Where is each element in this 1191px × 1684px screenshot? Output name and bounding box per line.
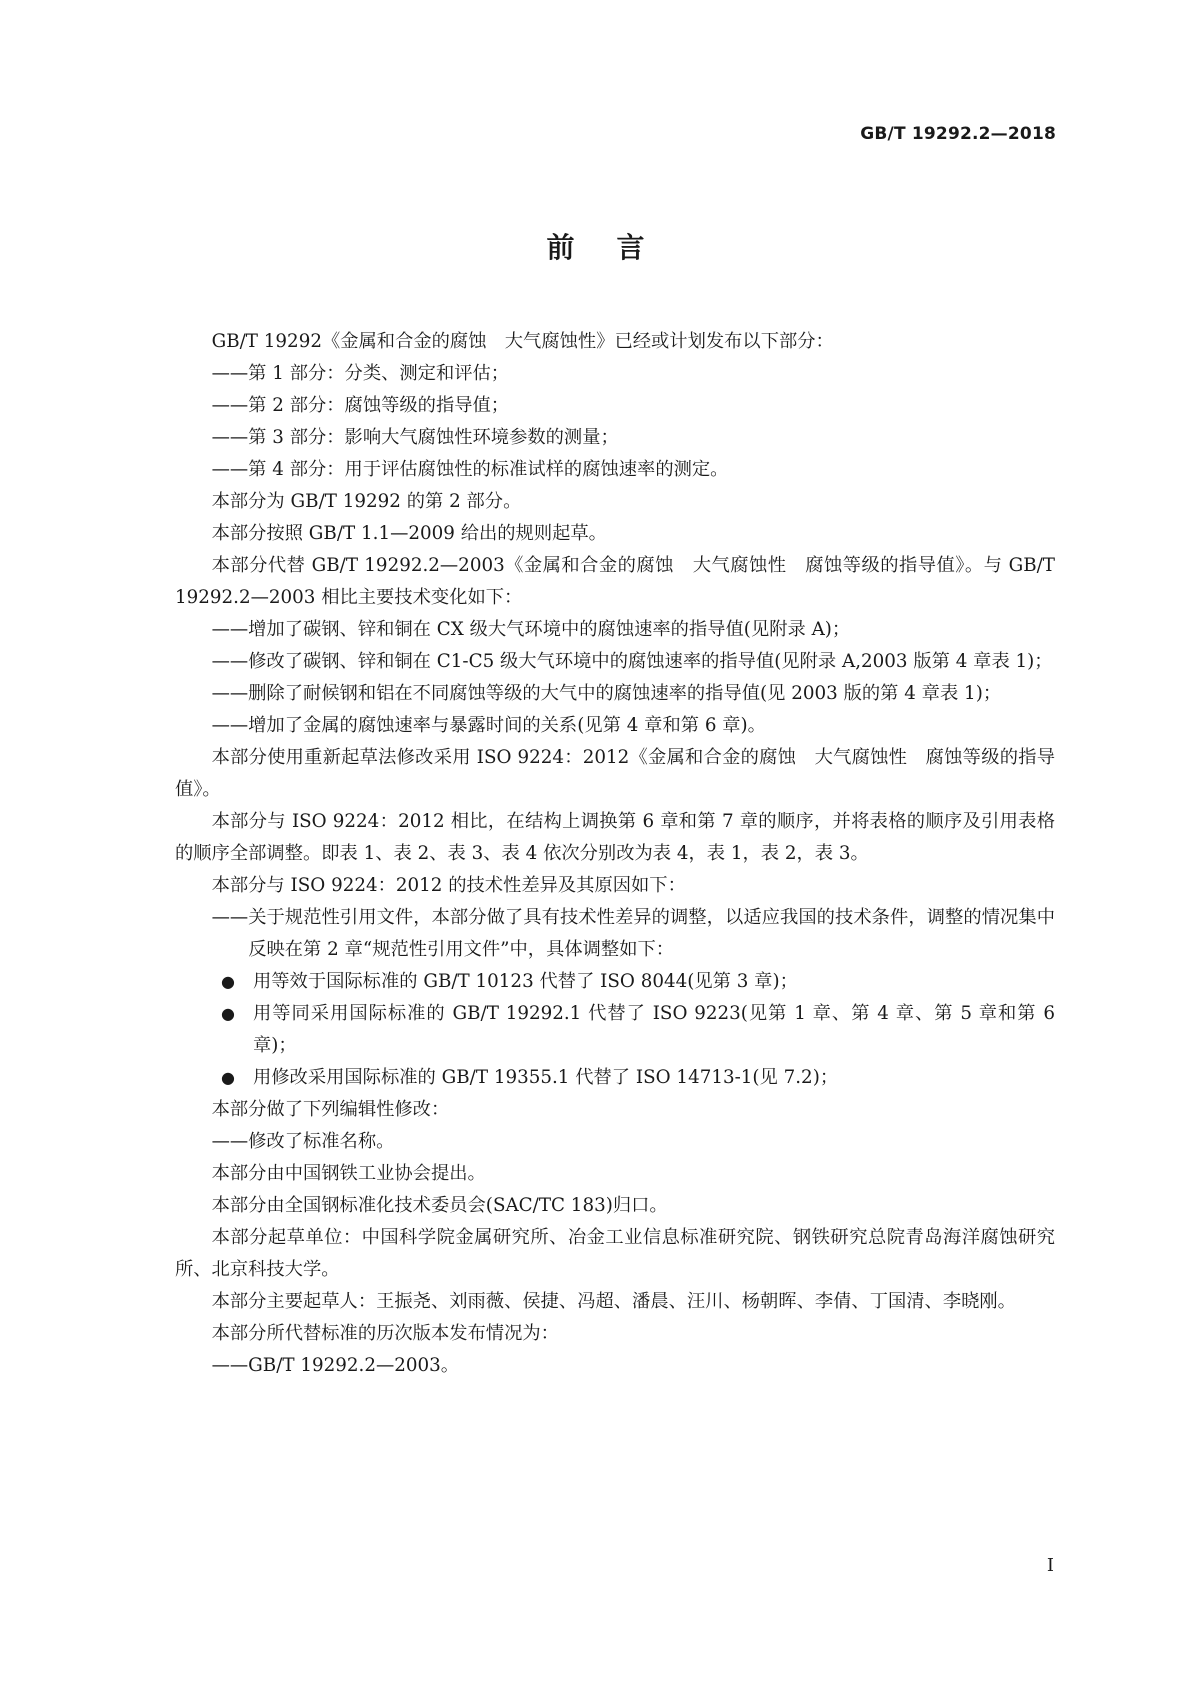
change-item-1: ——增加了碳钢、锌和铜在 CX 级大气环境中的腐蚀速率的指导值(见附录 A)； bbox=[211, 619, 851, 640]
page-number: I bbox=[1046, 1555, 1054, 1576]
bullet-text: 用等同采用国际标准的 GB/T 19292.1 代替了 ISO 9223(见第 1 章、第 4 章、第 5 章和第 6 章)； bbox=[253, 1003, 1055, 1056]
bullet-text: 用等效于国际标准的 GB/T 10123 代替了 ISO 8044(见第 3 章)； bbox=[253, 971, 798, 992]
part-list-item-4: ——第 4 部分：用于评估腐蚀性的标准试样的腐蚀速率的测定。 bbox=[211, 459, 729, 480]
previous-edition-item: ——GB/T 19292.2—2003。 bbox=[211, 1355, 460, 1376]
bullet-icon: ● bbox=[221, 972, 235, 991]
editorial-change-item: ——修改了标准名称。 bbox=[211, 1131, 395, 1152]
part-list-item-2: ——第 2 部分：腐蚀等级的指导值； bbox=[211, 395, 510, 416]
bullet-item-3 bbox=[175, 1062, 1055, 1094]
drafters: 本部分主要起草人：王振尧、刘雨薇、侯捷、冯超、潘晨、汪川、杨朝晖、李倩、丁国清、李晓刚。 bbox=[211, 1291, 1016, 1312]
replacement-statement: 本部分代替 GB/T 19292.2—2003《金属和合金的腐蚀 大气腐蚀性 腐蚀等级的指导值》。与 GB/T 19292.2—2003 相比主要技术变化如下： bbox=[175, 555, 1055, 608]
change-item-4: ——增加了金属的腐蚀速率与暴露时间的关系(见第 4 章和第 6 章)。 bbox=[211, 715, 766, 736]
structure-difference: 本部分与 ISO 9224：2012 相比，在结构上调换第 6 章和第 7 章的顺序，并将表格的顺序及引用表格的顺序全部调整。即表 1、表 2、表 3、表 4 依次分别改为表 4，表 1，表 2，表 3。 bbox=[175, 811, 1055, 864]
drafting-units: 本部分起草单位：中国科学院金属研究所、冶金工业信息标准研究院、钢铁研究总院青岛海洋腐蚀研究所、北京科技大学。 bbox=[175, 1227, 1055, 1280]
drafting-rules: 本部分按照 GB/T 1.1—2009 给出的规则起草。 bbox=[211, 523, 607, 544]
bullet-text: 用修改采用国际标准的 GB/T 19355.1 代替了 ISO 14713-1(见 7.2)； bbox=[253, 1067, 839, 1088]
technical-difference-intro: 本部分与 ISO 9224：2012 的技术性差异及其原因如下： bbox=[211, 875, 686, 896]
foreword-body bbox=[175, 326, 1055, 1382]
change-item-2: ——修改了碳钢、锌和铜在 C1-C5 级大气环境中的腐蚀速率的指导值(见附录 A,2003 版第 4 章表 1)； bbox=[211, 651, 1053, 672]
adoption-statement: 本部分使用重新起草法修改采用 ISO 9224：2012《金属和合金的腐蚀 大气腐蚀性 腐蚀等级的指导值》。 bbox=[175, 747, 1055, 800]
editorial-changes-intro: 本部分做了下列编辑性修改： bbox=[211, 1099, 450, 1120]
part-statement: 本部分为 GB/T 19292 的第 2 部分。 bbox=[211, 491, 522, 512]
bullet-icon: ● bbox=[221, 1004, 235, 1023]
intro-paragraph: GB/T 19292《金属和合金的腐蚀 大气腐蚀性》已经或计划发布以下部分： bbox=[211, 331, 834, 352]
bullet-item-1 bbox=[175, 966, 1055, 998]
bullet-item-2 bbox=[175, 998, 1055, 1062]
standard-code: GB/T 19292.2—2018 bbox=[860, 124, 1056, 144]
bullet-icon: ● bbox=[221, 1068, 235, 1087]
committee-statement: 本部分由全国钢标准化技术委员会(SAC/TC 183)归口。 bbox=[211, 1195, 668, 1216]
page-title: 前言 bbox=[546, 231, 687, 264]
part-list-item-1: ——第 1 部分：分类、测定和评估； bbox=[211, 363, 510, 384]
change-item-3: ——删除了耐候钢和铝在不同腐蚀等级的大气中的腐蚀速率的指导值(见 2003 版的第 4 章表 1)； bbox=[211, 683, 1002, 704]
previous-editions-intro: 本部分所代替标准的历次版本发布情况为： bbox=[211, 1323, 559, 1344]
proposer-statement: 本部分由中国钢铁工业协会提出。 bbox=[211, 1163, 486, 1184]
part-list-item-3: ——第 3 部分：影响大气腐蚀性环境参数的测量； bbox=[211, 427, 619, 448]
normative-reference-item: ——关于规范性引用文件，本部分做了具有技术性差异的调整，以适应我国的技术条件，调整的情况集中反映在第 2 章“规范性引用文件”中，具体调整如下： bbox=[211, 907, 1055, 960]
